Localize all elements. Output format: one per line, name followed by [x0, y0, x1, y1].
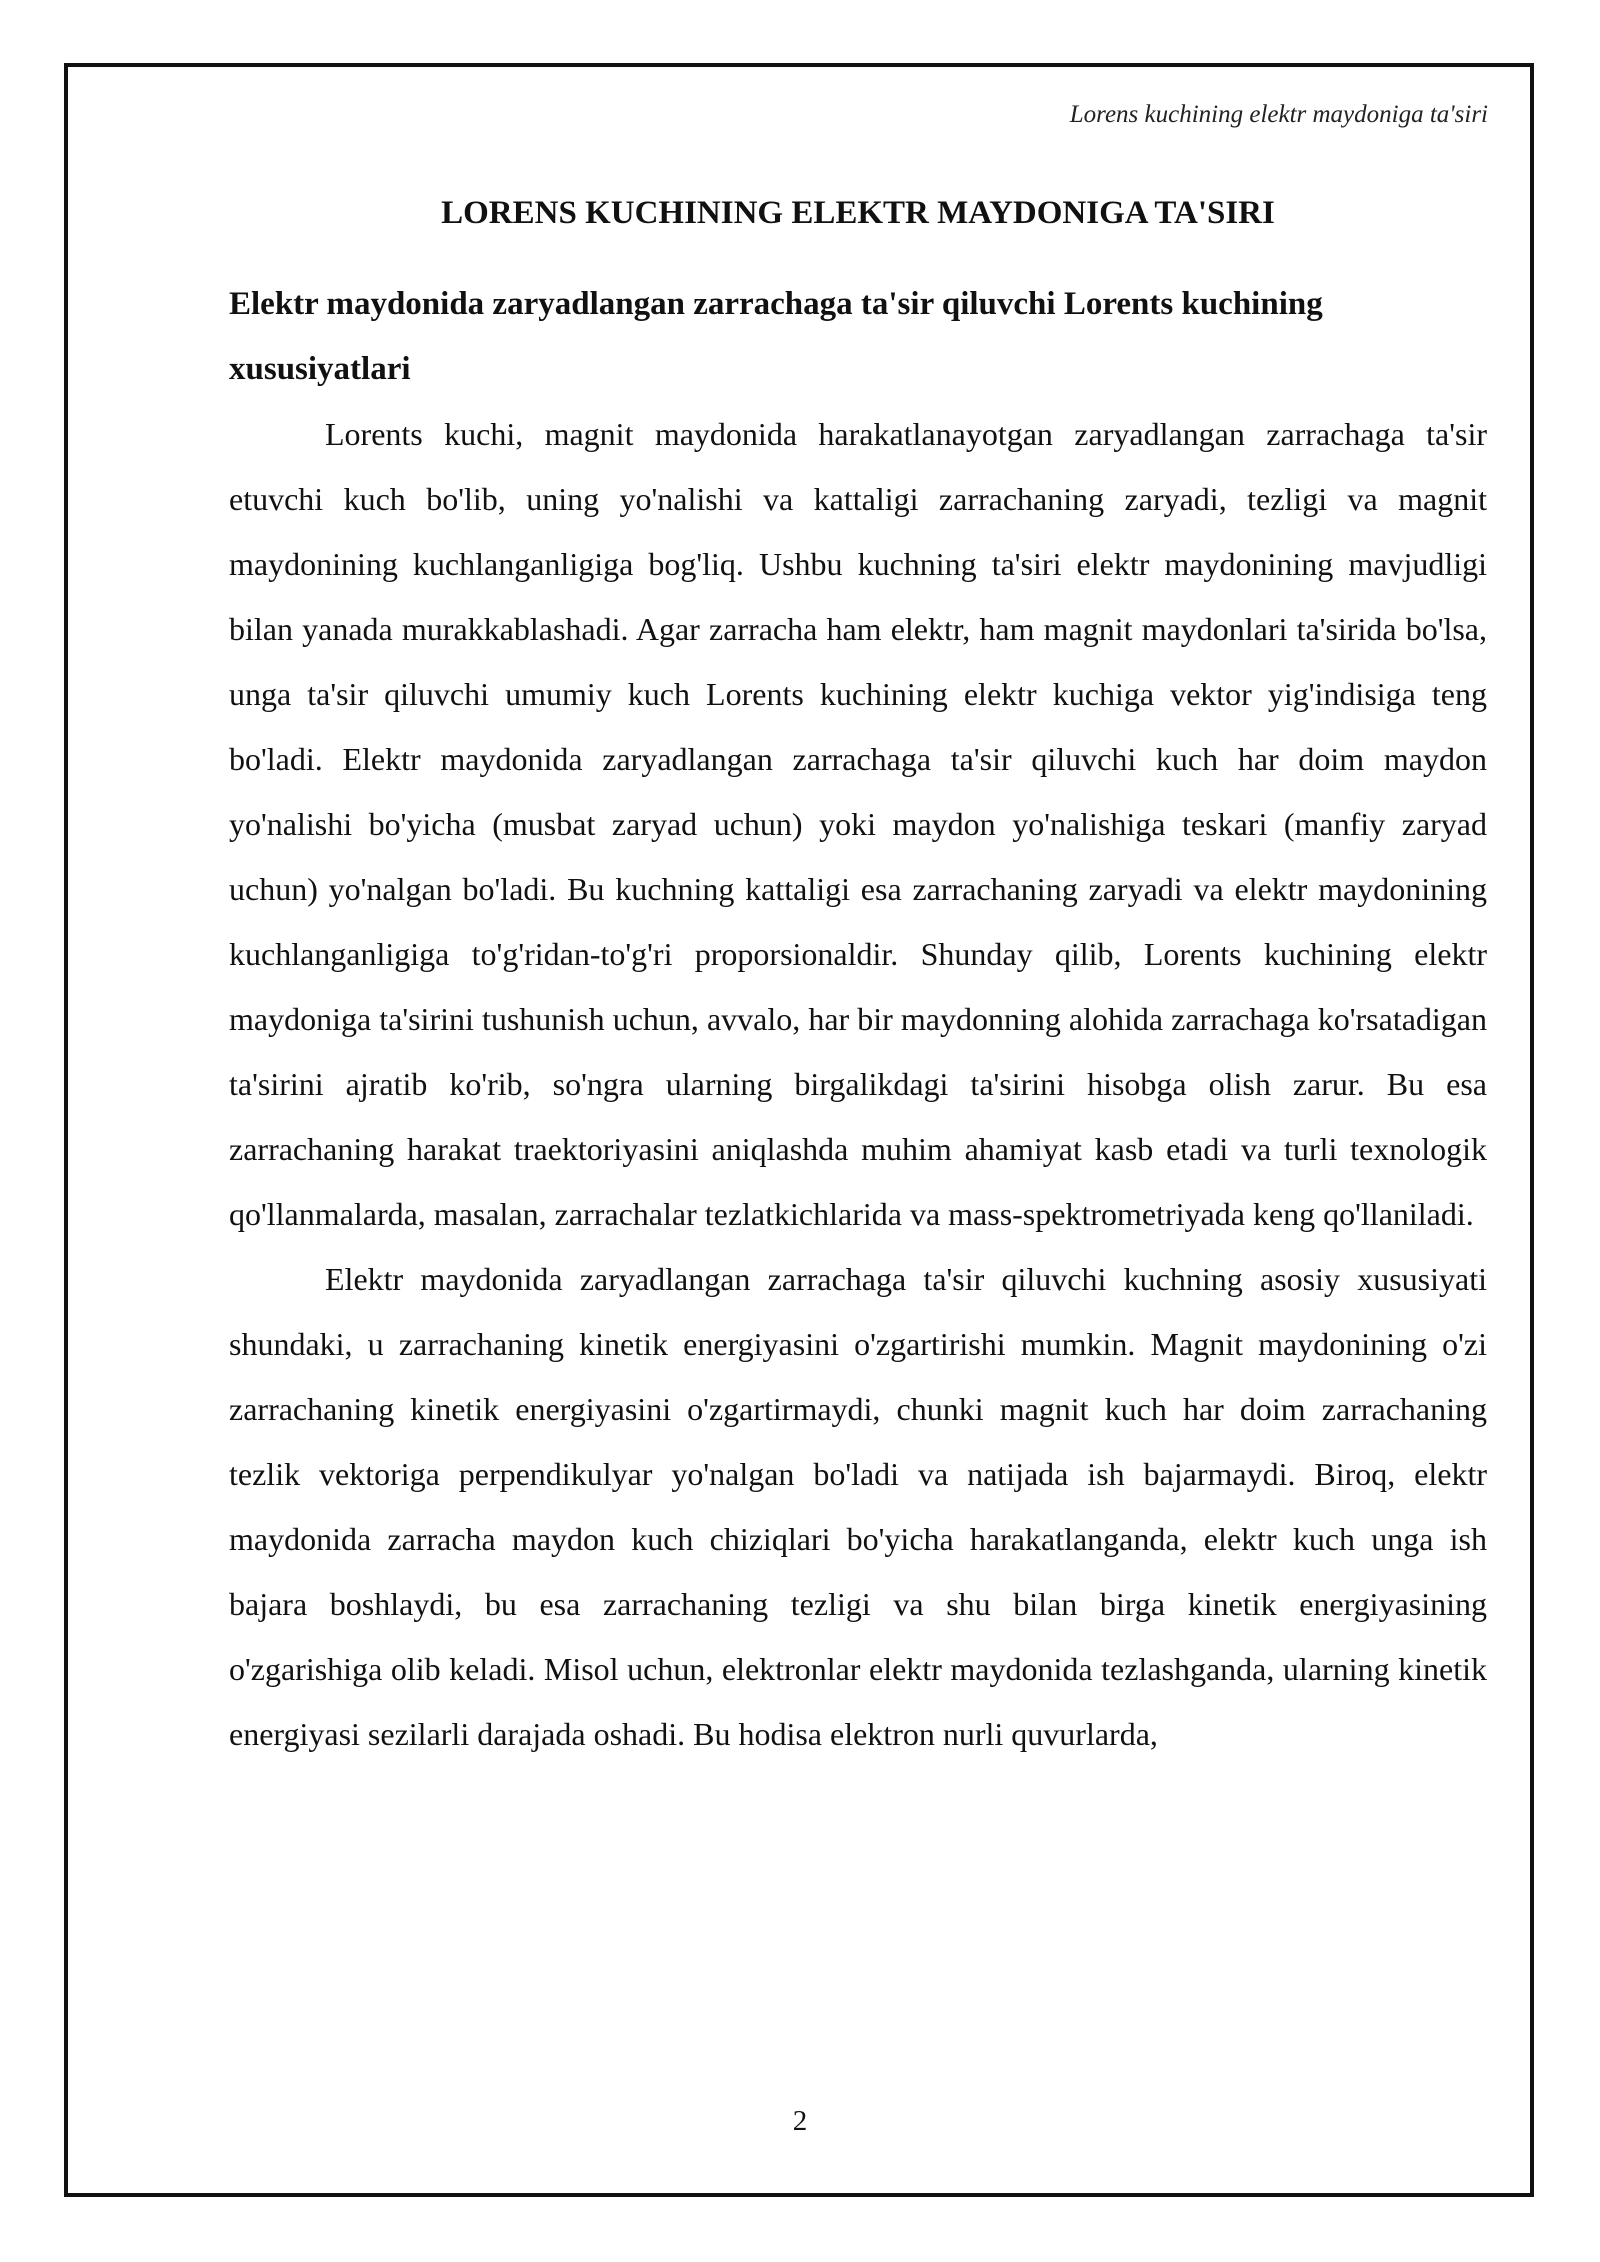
section-heading: Elektr maydonida zaryadlangan zarrachaga ta'sir qiluvchi Lorents kuchining xususiyatlari: [229, 286, 1323, 387]
document-title: LORENS KUCHINING ELEKTR MAYDONIGA TA'SIRI: [441, 195, 1275, 231]
document-body: [229, 190, 1487, 1767]
page-number: 2: [792, 2105, 808, 2137]
body-paragraph: Lorents kuchi, magnit maydonida harakatlanayotgan zaryadlangan zarrachaga ta'sir etuvchi kuch bo'lib, uning yo'nalishi va kattaligi zarrachaning zaryadi, tezligi va magnit maydonining kuchlanganligiga bog'liq. Ushbu kuchning ta'siri elektr maydonining mavjudligi bilan yanada murakkablashadi. Agar zarracha ham elektr, ham magnit maydonlari ta'sirida bo'lsa, unga ta'sir qiluvchi umumiy kuch Lorents kuchining elektr kuchiga vektor yig'indisiga teng bo'ladi. Elektr maydonida zaryadlangan zarrachaga ta'sir qiluvchi kuch har doim maydon yo'nalishi bo'yicha (musbat zaryad uchun) yoki maydon yo'nalishiga teskari (manfiy zaryad uchun) yo'nalgan bo'ladi. Bu kuchning kattaligi esa zarrachaning zaryadi va elektr maydonining kuchlanganligiga to'g'ridan-to'g'ri proporsionaldir. Shunday qilib, Lorents kuchining elektr maydoniga ta'sirini tushunish uchun, avvalo, har bir maydonning alohida zarrachaga ko'rsatadigan ta'sirini ajratib ko'rib, so'ngra ularning birgalikdagi ta'sirini hisobga olish zarur. Bu esa zarrachaning harakat traektoriyasini aniqlashda muhim ahamiyat kasb etadi va turli texnologik qo'llanmalarda, masalan, zarrachalar tezlatkichlarida va mass-spektrometriyada keng qo'llaniladi.: [229, 416, 1487, 1232]
running-header: Lorens kuchining elektr maydoniga ta'siri: [1069, 101, 1488, 128]
body-paragraph: Elektr maydonida zaryadlangan zarrachaga ta'sir qiluvchi kuchning asosiy xususiyati shundaki, u zarrachaning kinetik energiyasini o'zgartirishi mumkin. Magnit maydonining o'zi zarrachaning kinetik energiyasini o'zgartirmaydi, chunki magnit kuch har doim zarrachaning tezlik vektoriga perpendikulyar yo'nalgan bo'ladi va natijada ish bajarmaydi. Biroq, elektr maydonida zarracha maydon kuch chiziqlari bo'yicha harakatlanganda, elektr kuch unga ish bajara boshlaydi, bu esa zarrachaning tezligi va shu bilan birga kinetik energiyasining o'zgarishiga olib keladi. Misol uchun, elektronlar elektr maydonida tezlashganda, ularning kinetik energiyasi sezilarli darajada oshadi. Bu hodisa elektron nurli quvurlarda,: [229, 1261, 1487, 1752]
